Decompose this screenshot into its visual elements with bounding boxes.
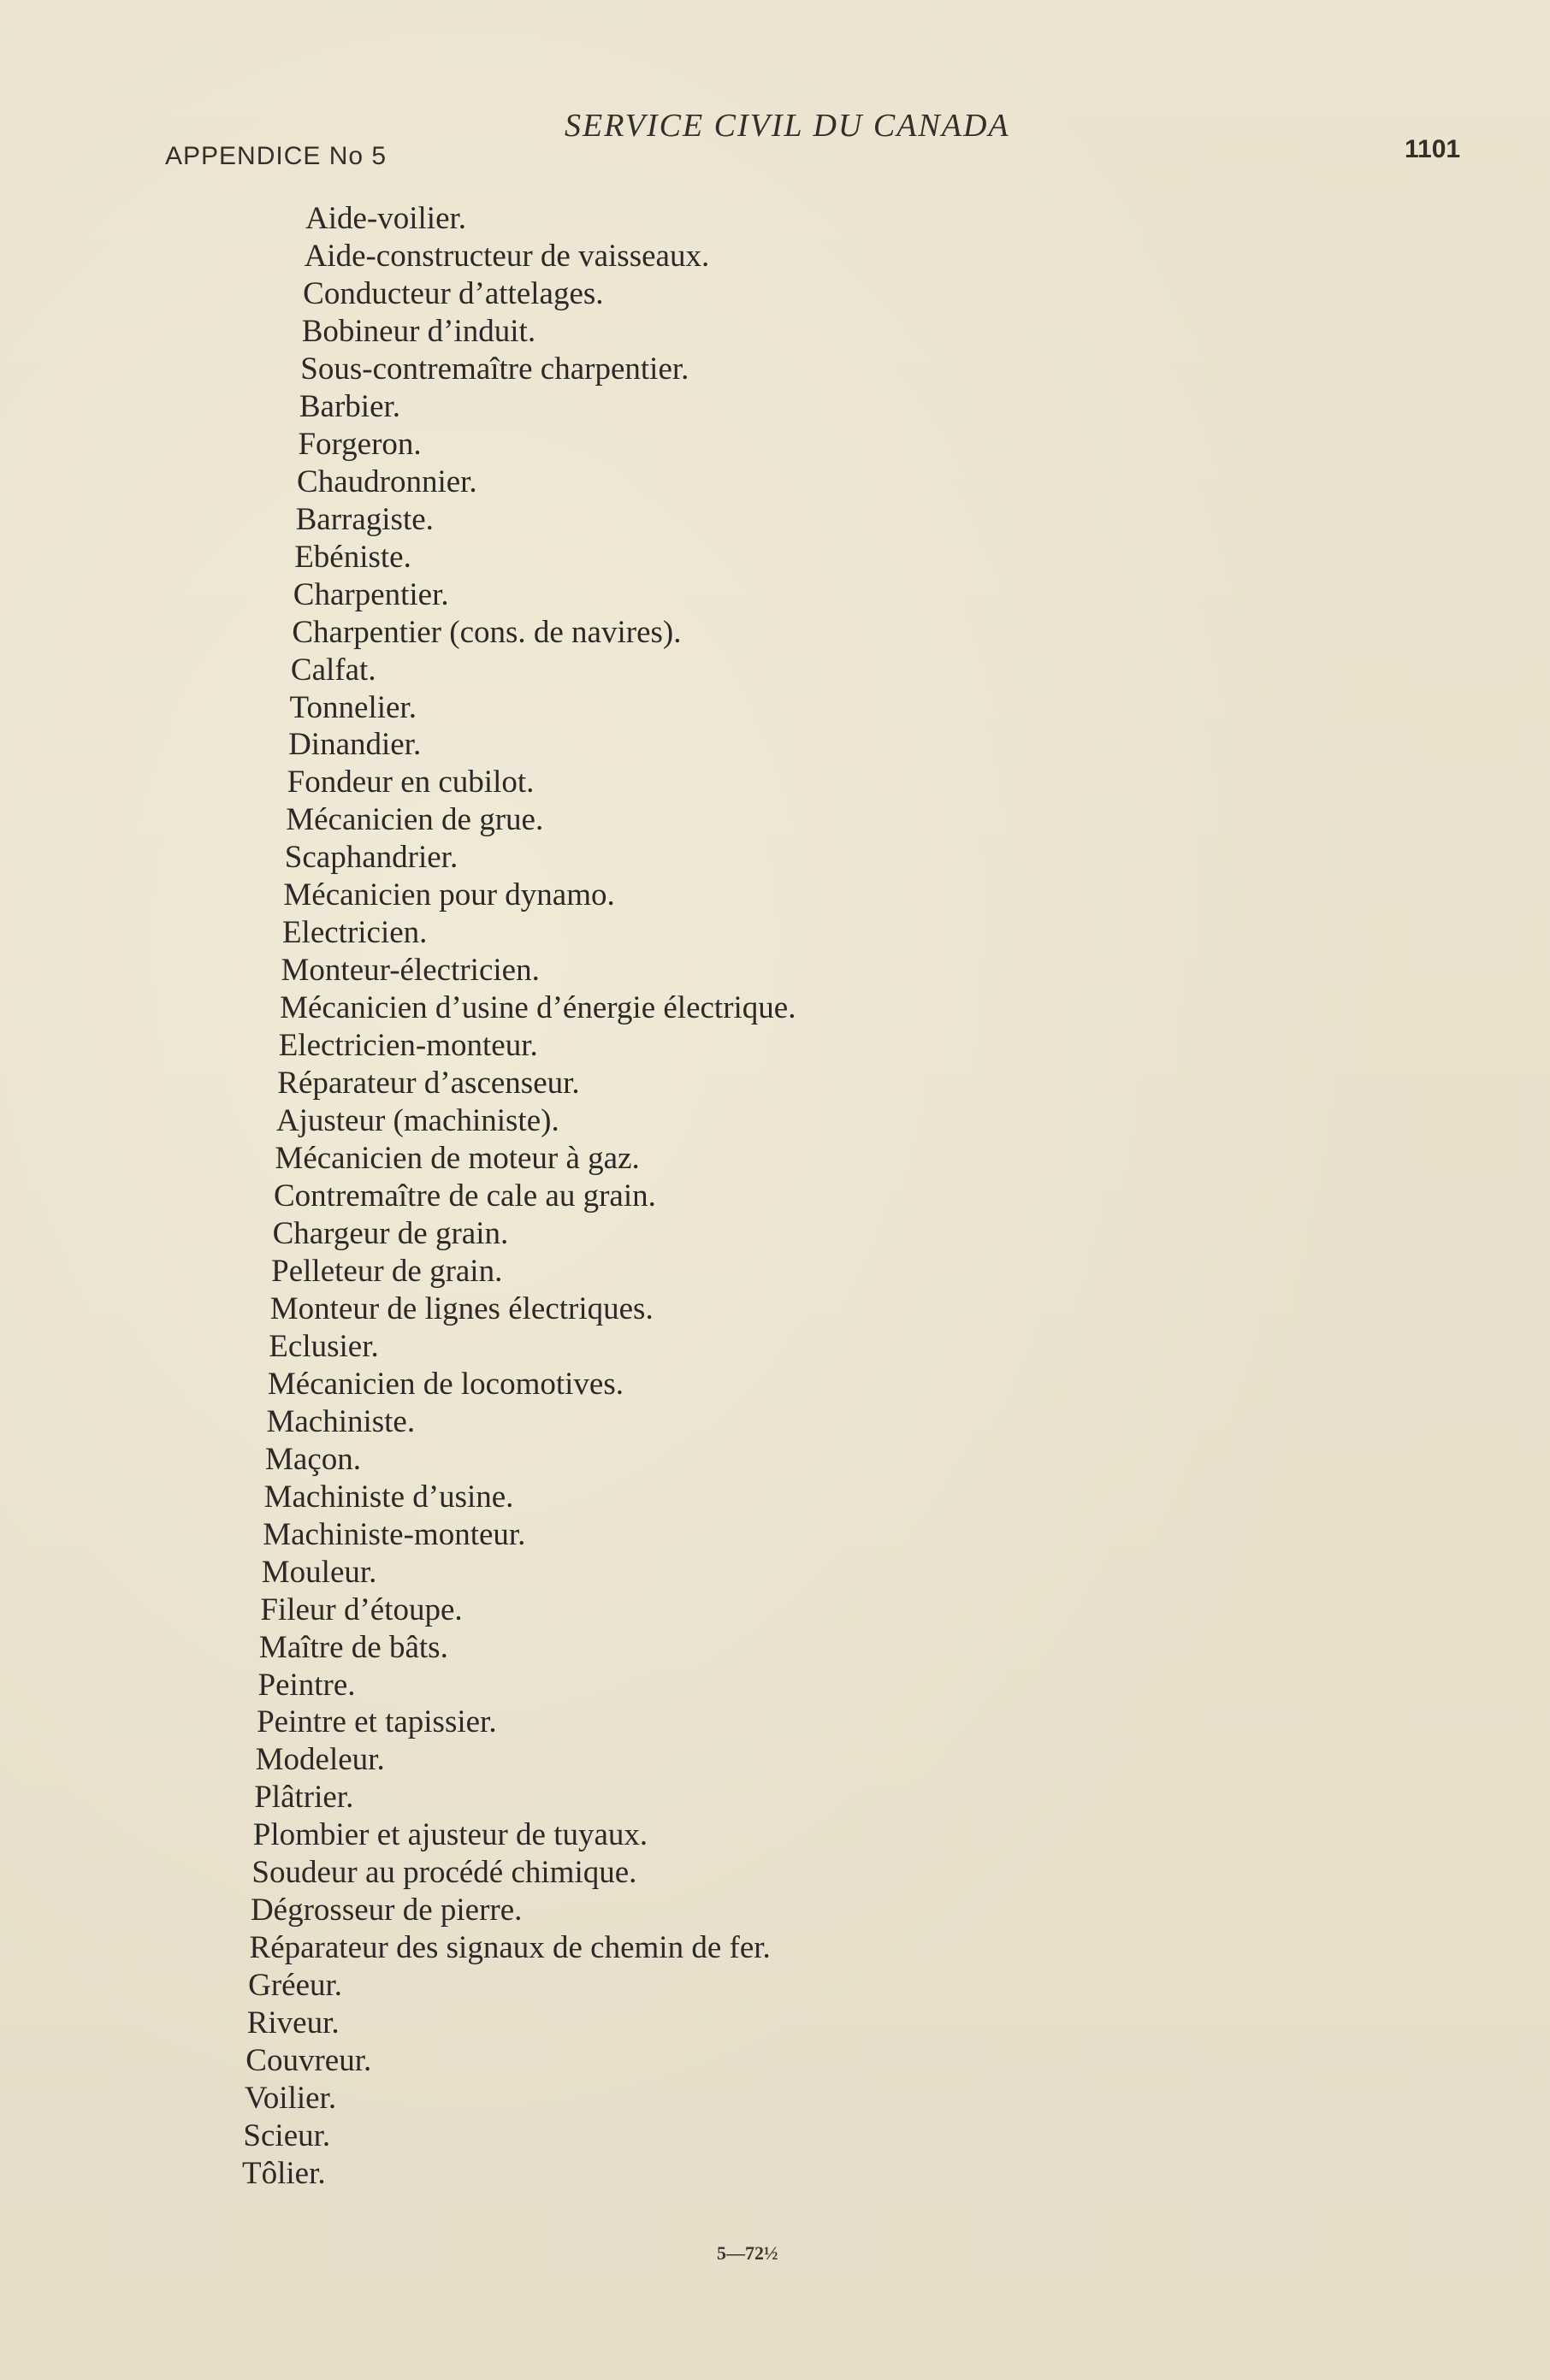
occupation-item: Riveur. <box>246 2005 340 2041</box>
occupation-item: Gréeur. <box>248 1968 343 2004</box>
occupation-item: Monteur de lignes électriques. <box>269 1290 654 1326</box>
occupation-item: Pelleteur de grain. <box>271 1253 503 1289</box>
occupation-item: Forgeron. <box>298 426 422 462</box>
occupation-item: Sous-contremaître charpentier. <box>300 351 689 387</box>
occupation-item: Plombier et ajusteur de tuyaux. <box>252 1817 648 1853</box>
occupation-item: Aide-constructeur de vaisseaux. <box>304 238 710 274</box>
occupation-item: Charpentier. <box>293 576 449 612</box>
occupation-item: Monteur-électricien. <box>281 953 540 989</box>
occupation-item: Conducteur d’attelages. <box>303 275 604 311</box>
occupation-item: Electricien. <box>281 915 428 951</box>
occupation-item: Dégrosseur de pierre. <box>250 1893 523 1928</box>
occupation-item: Peintre. <box>257 1667 356 1703</box>
occupation-item: Couvreur. <box>246 2043 372 2079</box>
occupation-item: Réparateur d’ascenseur. <box>277 1066 580 1101</box>
occupation-item: Mécanicien de locomotives. <box>267 1366 624 1402</box>
occupation-item: Machiniste-monteur. <box>263 1516 526 1552</box>
occupation-item: Calfat. <box>290 652 376 688</box>
occupation-item: Maître de bâts. <box>258 1629 448 1665</box>
occupation-item: Barragiste. <box>295 501 434 537</box>
occupation-item: Machiniste d’usine. <box>263 1479 514 1515</box>
occupation-item: Charpentier (cons. de navires). <box>292 614 682 650</box>
occupation-item: Chargeur de grain. <box>272 1215 509 1251</box>
occupation-item: Scieur. <box>243 2118 331 2154</box>
occupation-item: Mécanicien pour dynamo. <box>283 877 615 913</box>
appendix-label: APPENDICE No 5 <box>165 142 388 170</box>
occupation-item: Machiniste. <box>266 1403 416 1439</box>
occupation-item: Electricien-monteur. <box>278 1028 538 1064</box>
page-number: 1101 <box>1405 135 1461 163</box>
occupation-item: Tonnelier. <box>289 689 417 725</box>
occupation-item: Mécanicien de grue. <box>286 802 544 838</box>
occupation-item: Eclusier. <box>269 1328 379 1364</box>
occupation-item: Soudeur au procédé chimique. <box>251 1855 637 1891</box>
occupation-item: Ebéniste. <box>294 539 411 575</box>
printer-signature: 5—72½ <box>717 2242 778 2264</box>
occupation-item: Aide-voilier. <box>305 201 467 236</box>
occupation-item: Tôlier. <box>242 2156 326 2191</box>
occupation-item: Peintre et tapissier. <box>257 1704 497 1740</box>
occupation-item: Chaudronnier. <box>297 464 477 499</box>
occupation-item: Modeleur. <box>255 1742 385 1778</box>
occupation-item: Maçon. <box>265 1441 362 1477</box>
occupation-item: Ajusteur (machiniste). <box>275 1103 559 1139</box>
occupation-item: Mouleur. <box>261 1554 377 1590</box>
occupation-item: Barbier. <box>299 388 401 424</box>
occupation-item: Fondeur en cubilot. <box>287 765 535 800</box>
occupation-item: Mécanicien d’usine d’énergie électrique. <box>280 990 796 1026</box>
occupation-item: Contremaître de cale au grain. <box>274 1178 656 1214</box>
occupation-item: Voilier. <box>244 2081 337 2117</box>
occupation-item: Scaphandrier. <box>284 840 458 876</box>
running-title: SERVICE CIVIL DU CANADA <box>565 108 1010 144</box>
occupation-item: Mécanicien de moteur à gaz. <box>275 1141 640 1177</box>
occupation-item: Plâtrier. <box>254 1780 354 1816</box>
occupation-item: Dinandier. <box>288 727 422 763</box>
occupation-item: Bobineur d’induit. <box>301 313 536 349</box>
occupation-item: Fileur d’étoupe. <box>260 1592 463 1627</box>
occupation-item: Réparateur des signaux de chemin de fer. <box>249 1930 771 1966</box>
